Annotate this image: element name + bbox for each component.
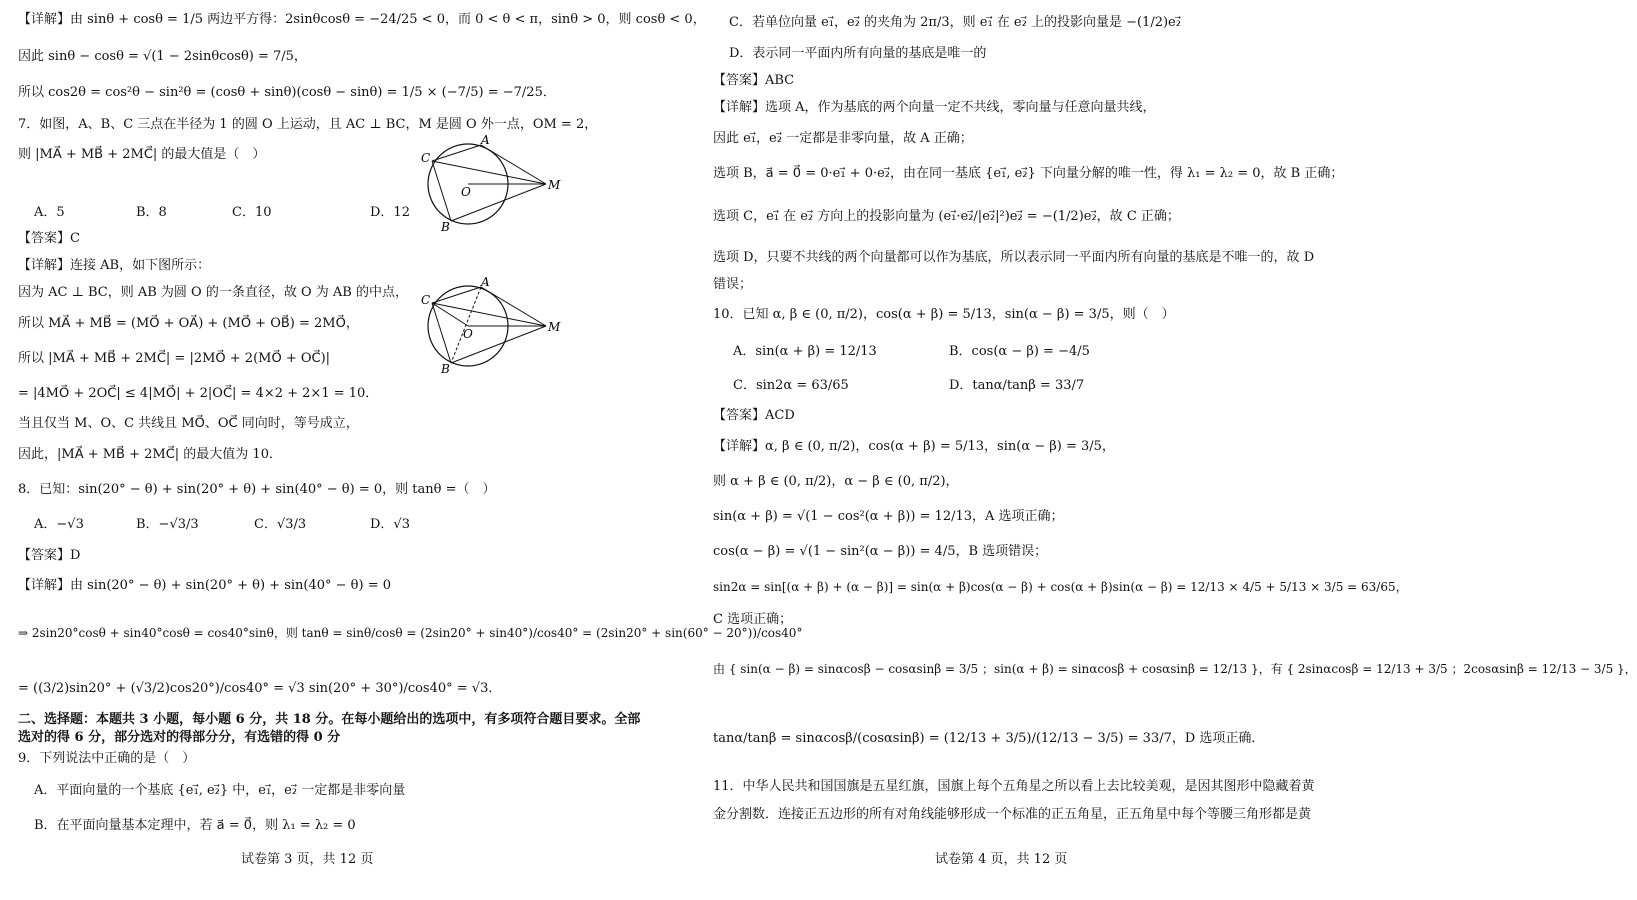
question-11: 11．中华人民共和国国旗是五星红旗，国旗上每个五角星之所以看上去比较美观，是因其图形中隐藏着黄 xyxy=(713,779,1315,794)
answer-9: 【答案】ABC xyxy=(713,73,795,88)
text-line: = ((3/2)sin20° + (√3/2)cos20°)/cos40° = √3 sin(20° + 30°)/cos40° = √3． xyxy=(18,681,502,696)
label-a: A xyxy=(481,275,490,289)
text-line: 所以 MA⃗ + MB⃗ = (MO⃗ + OA⃗) + (MO⃗ + OB⃗) = 2MO⃗， xyxy=(18,316,359,331)
question-10: 10．已知 α, β ∈ (0, π/2)，cos(α + β) = 5/13，sin(α − β) = 3/5，则（ ） xyxy=(713,307,1175,322)
answer-7: 【答案】C xyxy=(18,231,80,246)
text-line: sin(α + β) = √(1 − cos²(α + β)) = 12/13，A 选项正确； xyxy=(713,509,1064,524)
text-line: 当且仅当 M、O、C 共线且 MO⃗、OC⃗ 同向时，等号成立， xyxy=(18,416,359,431)
answer-8: 【答案】D xyxy=(18,548,81,563)
label-c: C xyxy=(421,293,431,307)
label-a: A xyxy=(481,133,490,147)
text-line: tanα/tanβ = sinαcosβ/(cosαsinβ) = (12/13 + 3/5)/(12/13 − 3/5) = 33/7，D 选项正确． xyxy=(713,731,1265,746)
text-line: ⇒ 2sin20°cosθ + sin40°cosθ = cos40°sinθ，则 tanθ = sinθ/cosθ = (2sin20° + sin40°)/cos40° = (2sin20° + sin(60° − 20°))/cos40° xyxy=(18,626,803,640)
q9-option-c: C．若单位向量 e₁⃗，e₂⃗ 的夹角为 2π/3，则 e₁⃗ 在 e₂⃗ 上的投影向量是 −(1/2)e₂⃗ xyxy=(729,15,1181,30)
page-footer: 试卷第 4 页，共 12 页 xyxy=(935,852,1068,867)
q8-option-c: C．√3/3 xyxy=(254,517,307,532)
q7-option-b: B．8 xyxy=(136,205,167,220)
q8-option-a: A．−√3 xyxy=(34,517,84,532)
text-line: 选项 C，e₁⃗ 在 e₂⃗ 方向上的投影向量为 (e₁⃗·e₂⃗/|e₂⃗|²)e₂⃗ = −(1/2)e₂⃗，故 C 正确； xyxy=(713,209,1180,224)
label-b: B xyxy=(441,220,450,234)
label-o: O xyxy=(461,185,471,199)
question-7: 7．如图，A、B、C 三点在半径为 1 的圆 O 上运动，且 AC ⊥ BC，M 是圆 O 外一点，OM = 2， xyxy=(18,117,598,132)
text-line: 因此，|MA⃗ + MB⃗ + 2MC⃗| 的最大值为 10． xyxy=(18,447,282,462)
text-line: 【详解】由 sin(20° − θ) + sin(20° + θ) + sin(40° − θ) = 0 xyxy=(18,578,391,593)
question-8: 8．已知：sin(20° − θ) + sin(20° + θ) + sin(40° − θ) = 0，则 tanθ =（ ） xyxy=(18,482,496,497)
text-line: 【详解】连接 AB，如下图所示： xyxy=(18,258,211,273)
text-line: = |4MO⃗ + 2OC⃗| ≤ 4|MO⃗| + 2|OC⃗| = 4×2 + 2×1 = 10． xyxy=(18,386,379,401)
text-line: 因为 AC ⊥ BC，则 AB 为圆 O 的一条直径，故 O 为 AB 的中点， xyxy=(18,285,408,300)
text-line: 【详解】由 sinθ + cosθ = 1/5 两边平方得：2sinθcosθ = −24/25 < 0，而 0 < θ < π，sinθ > 0，则 cosθ < 0， xyxy=(18,12,706,27)
label-m: M xyxy=(548,320,561,334)
text-line: 所以 |MA⃗ + MB⃗ + 2MC⃗| = |2MO⃗ + 2(MO⃗ + OC⃗)| xyxy=(18,351,331,366)
text-line: 错误； xyxy=(713,277,753,292)
label-m: M xyxy=(548,178,561,192)
q9-option-a: A．平面向量的一个基底 {e₁⃗, e₂⃗} 中，e₁⃗，e₂⃗ 一定都是非零向量 xyxy=(34,783,406,798)
text-line: 【详解】选项 A，作为基底的两个向量一定不共线，零向量与任意向量共线， xyxy=(713,100,1156,115)
text-line: C 选项正确； xyxy=(713,612,793,627)
text-line: cos(α − β) = √(1 − sin²(α − β)) = 4/5，B 选项错误； xyxy=(713,544,1048,559)
section-heading: 选对的得 6 分，部分选对的得部分分，有选错的得 0 分 xyxy=(18,730,341,745)
text-line: 则 |MA⃗ + MB⃗ + 2MC⃗| 的最大值是（ ） xyxy=(18,147,266,162)
q10-option-d: D．tanα/tanβ = 33/7 xyxy=(949,378,1085,393)
question-9: 9．下列说法中正确的是（ ） xyxy=(18,751,196,766)
label-o: O xyxy=(463,327,473,341)
text-line: 由 { sin(α − β) = sinαcosβ − cosαsinβ = 3/5 ；sin(α + β) = sinαcosβ + cosαsinβ = 12/13 }，有 { 2sinαcosβ = 12/13 + 3/5 ；2cosαsinβ = 12/13 − 3/5 }， xyxy=(713,662,1637,676)
text-line: 所以 cos2θ = cos²θ − sin²θ = (cosθ + sinθ)(cosθ − sinθ) = 1/5 × (−7/5) = −7/25． xyxy=(18,85,556,100)
text-line: 选项 B，a⃗ = 0⃗ = 0·e₁⃗ + 0·e₂⃗，由在同一基底 {e₁⃗, e₂⃗} 下向量分解的唯一性，得 λ₁ = λ₂ = 0，故 B 正确； xyxy=(713,166,1344,181)
q7-option-a: A．5 xyxy=(34,205,65,220)
q9-option-b: B．在平面向量基本定理中，若 a⃗ = 0⃗，则 λ₁ = λ₂ = 0 xyxy=(34,818,356,833)
q7-option-c: C．10 xyxy=(232,205,272,220)
text-line: sin2α = sin[(α + β) + (α − β)] = sin(α + β)cos(α − β) + cos(α + β)sin(α − β) = 12/13 × 4/5 + 5/13 × 3/5 = 63/65， xyxy=(713,580,1408,594)
page-footer: 试卷第 3 页，共 12 页 xyxy=(241,852,374,867)
q9-option-d: D．表示同一平面内所有向量的基底是唯一的 xyxy=(729,46,987,61)
text-line: 则 α + β ∈ (0, π/2)，α − β ∈ (0, π/2)， xyxy=(713,474,959,489)
text-line: 【详解】α, β ∈ (0, π/2)，cos(α + β) = 5/13，sin(α − β) = 3/5， xyxy=(713,439,1115,454)
q8-option-d: D．√3 xyxy=(370,517,410,532)
q10-option-b: B．cos(α − β) = −4/5 xyxy=(949,344,1090,359)
q8-option-b: B．−√3/3 xyxy=(136,517,199,532)
answer-10: 【答案】ACD xyxy=(713,408,795,423)
figure-circle-1 xyxy=(418,134,568,234)
text-line: 因此 e₁⃗，e₂⃗ 一定都是非零向量，故 A 正确； xyxy=(713,131,973,146)
figure-circle-2 xyxy=(418,276,568,376)
q10-option-a: A．sin(α + β) = 12/13 xyxy=(733,344,877,359)
text-line: 选项 D，只要不共线的两个向量都可以作为基底，所以表示同一平面内所有向量的基底是不唯一的，故 D xyxy=(713,250,1315,265)
q7-option-d: D．12 xyxy=(370,205,410,220)
label-b: B xyxy=(441,362,450,376)
text-line: 金分割数．连接正五边形的所有对角线能够形成一个标准的正五角星，正五角星中每个等腰三角形都是黄 xyxy=(713,807,1312,822)
text-line: 因此 sinθ − cosθ = √(1 − 2sinθcosθ) = 7/5， xyxy=(18,49,307,64)
section-heading: 二、选择题：本题共 3 小题，每小题 6 分，共 18 分。在每小题给出的选项中，有多项符合题目要求。全部 xyxy=(18,712,641,727)
label-c: C xyxy=(421,151,431,165)
q10-option-c: C．sin2α = 63/65 xyxy=(733,378,849,393)
